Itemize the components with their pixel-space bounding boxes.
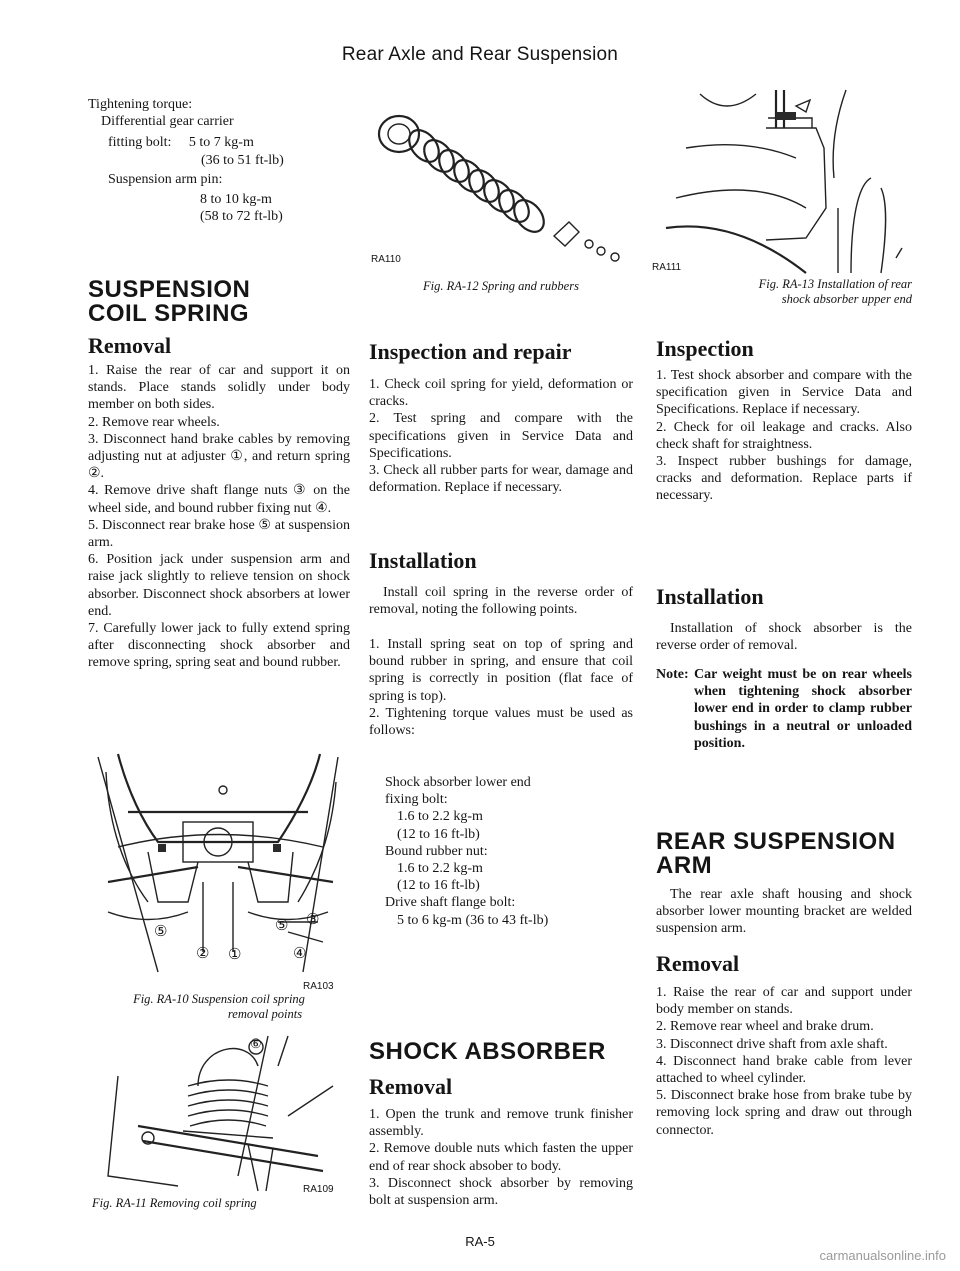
torque-3-value: 5 to 6 kg-m (36 to 43 ft-lb) (397, 912, 549, 928)
page-number: RA-5 (465, 1234, 495, 1249)
removal-step: 1. Raise the rear of car and support it on stands. Place stands solidly under body member on both sides. (88, 363, 350, 413)
torque-1-sub: fixing bolt: (385, 792, 448, 808)
arm-removal-step: 1. Raise the rear of car and support under body member on stands. (656, 985, 912, 1018)
arm-removal-step: 4. Disconnect hand brake cable from lever attached to wheel cylinder. (656, 1053, 912, 1087)
installation-heading: Installation (369, 548, 477, 573)
torque-1-label: Shock absorber lower end (385, 775, 531, 790)
callout-1: ① (228, 947, 242, 963)
removal-step: 4. Remove drive shaft flange nuts ③ on the wheel side, and bound rubber fixing nut ④. (88, 483, 350, 516)
section-title-line-1: SUSPENSION (88, 276, 251, 303)
section-title-coil-spring (88, 278, 250, 326)
torque-label: Tightening torque: (88, 97, 193, 112)
figure-code: RA103 (303, 981, 334, 992)
torque-item-2: Suspension arm pin: (108, 171, 223, 187)
torque-values-list (385, 774, 633, 929)
shock-removal-steps (369, 1106, 633, 1209)
installation-steps (369, 636, 633, 739)
shock-removal-step: 3. Disconnect shock absorber by removing bolt at suspension arm. (369, 1175, 633, 1209)
torque-item-2-value: 8 to 10 kg-m (200, 192, 272, 208)
figure-code: RA111 (652, 262, 682, 273)
running-header: Rear Axle and Rear Suspension (341, 44, 619, 65)
caption-line-2: removal points (227, 1007, 303, 1021)
watermark: carmanualsonline.info (819, 1248, 946, 1263)
torque-item-1-value-imperial: (36 to 51 ft-lb) (201, 152, 284, 168)
torque-3-label: Drive shaft flange bolt: (385, 895, 516, 911)
torque-2-value: 1.6 to 2.2 kg-m (397, 861, 483, 877)
inspection-steps (369, 376, 633, 496)
installation-text: Installation of shock absorber is the reverse order of removal. (656, 621, 912, 654)
figure-code: RA110 (371, 254, 401, 265)
torque-item-2-value-imperial: (58 to 72 ft-lb) (200, 209, 283, 225)
arm-removal-step: 2. Remove rear wheel and brake drum. (656, 1019, 874, 1035)
torque-item-1-sub: fitting bolt: (108, 135, 172, 151)
callout-2: ② (196, 946, 210, 962)
inspection-step: 3. Check all rubber parts for wear, damage and deformation. Replace if necessary. (369, 463, 633, 496)
torque-1-value: 1.6 to 2.2 kg-m (397, 809, 483, 825)
arm-intro: The rear axle shaft housing and shock absorber lower mounting bracket are welded suspension arm. (656, 887, 912, 937)
rear-suspension-arm-heading (656, 830, 896, 878)
shock-absorber-heading: SHOCK ABSORBER (369, 1038, 606, 1065)
inspection-step: 1. Test shock absorber and compare with the specification given in Service Data and Specifications. Replace if necessary. (656, 368, 912, 418)
caption-line-1: Fig. RA-13 Installation of rear (758, 277, 912, 291)
shock-removal-heading: Removal (369, 1074, 453, 1099)
arm-removal-steps (656, 984, 912, 1139)
installation-note: Note: Car weight must be on rear wheels when tightening shock absorber lower end in order to clamp rubber bushings in a neutral or unloaded position. (656, 667, 912, 751)
installation-step: 1. Install spring seat on top of spring and bound rubber in spring, and ensure that coil spring is correctly in position (flat face of spring is top). (369, 637, 633, 704)
inspection-step: 2. Test spring and compare with the specifications given in Service Data and Specifications. (369, 411, 633, 461)
removal-steps (88, 362, 350, 672)
callout-5-left: ⑤ (154, 924, 168, 940)
inspection-step: 1. Check coil spring for yield, deformation or cracks. (369, 377, 633, 410)
arm-heading-line-1: REAR SUSPENSION (656, 828, 896, 855)
figure-code: RA109 (303, 1184, 334, 1195)
figure-caption-ra-10 (88, 992, 350, 1022)
figure-caption-ra-12: Fig. RA-12 Spring and rubbers (423, 279, 579, 293)
torque-item-1-value: 5 to 7 kg-m (188, 135, 254, 151)
figure-ra-13 (652, 88, 912, 276)
spring-and-rubbers-illustration (369, 104, 633, 272)
section-title-line-2: COIL SPRING (88, 300, 250, 327)
inspection-steps (656, 367, 912, 505)
torque-spec-block (88, 96, 350, 225)
removal-step: 3. Disconnect hand brake cables by removing adjusting nut at adjuster ①, and return spring ②. (88, 431, 350, 482)
torque-item-1: Differential gear carrier (101, 114, 234, 130)
caption-line-1: Fig. RA-10 Suspension coil spring (133, 992, 305, 1006)
callout-4: ④ (293, 946, 307, 962)
arm-removal-step: 3. Disconnect drive shaft from axle shaft. (656, 1036, 888, 1052)
installation-heading: Installation (656, 584, 764, 609)
torque-2-label: Bound rubber nut: (385, 843, 488, 859)
caption-line-2: shock absorber upper end (781, 292, 912, 306)
installation-step: 2. Tightening torque values must be used as follows: (369, 705, 633, 739)
arm-removal-step: 5. Disconnect brake hose from brake tube by removing lock spring and draw out through connector. (656, 1088, 912, 1138)
suspension-underbody-illustration (88, 752, 350, 992)
callout-5-right: ⑤ (275, 918, 289, 934)
removal-step: 6. Position jack under suspension arm and raise jack slightly to relieve tension on shock absorber. Disconnect shock absorbers at lower end. (88, 552, 350, 619)
shock-removal-step: 2. Remove double nuts which fasten the upper end of rear shock absober to body. (369, 1141, 633, 1174)
removal-step: 5. Disconnect rear brake hose ⑤ at suspension arm. (88, 517, 350, 551)
torque-1-value-imperial: (12 to 16 ft-lb) (397, 826, 480, 842)
inspection-heading: Inspection (656, 336, 754, 361)
shock-removal-step: 1. Open the trunk and remove trunk finisher assembly. (369, 1107, 633, 1140)
removal-heading: Removal (88, 333, 172, 358)
torque-2-value-imperial: (12 to 16 ft-lb) (397, 878, 480, 894)
inspection-step: 3. Inspect rubber bushings for damage, cracks and deformation. Replace parts if necessary. (656, 454, 912, 504)
arm-removal-heading: Removal (656, 951, 740, 976)
figure-ra-11 (88, 1026, 350, 1194)
installation-intro: Install coil spring in the reverse order of removal, noting the following points. (369, 585, 633, 618)
removal-step: 7. Carefully lower jack to fully extend spring after disconnecting shock absorber and remove spring, spring seat and bound rubber. (88, 621, 350, 671)
arm-heading-line-2: ARM (656, 852, 713, 879)
callout-3: ③ (306, 912, 320, 928)
inspection-step: 2. Check for oil leakage and cracks. Also check shaft for straightness. (656, 419, 912, 452)
callout-6: ⑥ (250, 1036, 262, 1051)
coil-spring-removal-illustration (88, 1026, 350, 1194)
figure-caption-ra-11: Fig. RA-11 Removing coil spring (92, 1196, 257, 1210)
removal-step: 2. Remove rear wheels. (88, 414, 220, 430)
figure-ra-12 (369, 104, 633, 272)
figure-ra-10 (88, 752, 350, 992)
inspection-repair-heading: Inspection and repair (369, 339, 572, 364)
shock-absorber-upper-end-illustration (656, 88, 912, 276)
figure-caption-ra-13 (656, 277, 912, 307)
